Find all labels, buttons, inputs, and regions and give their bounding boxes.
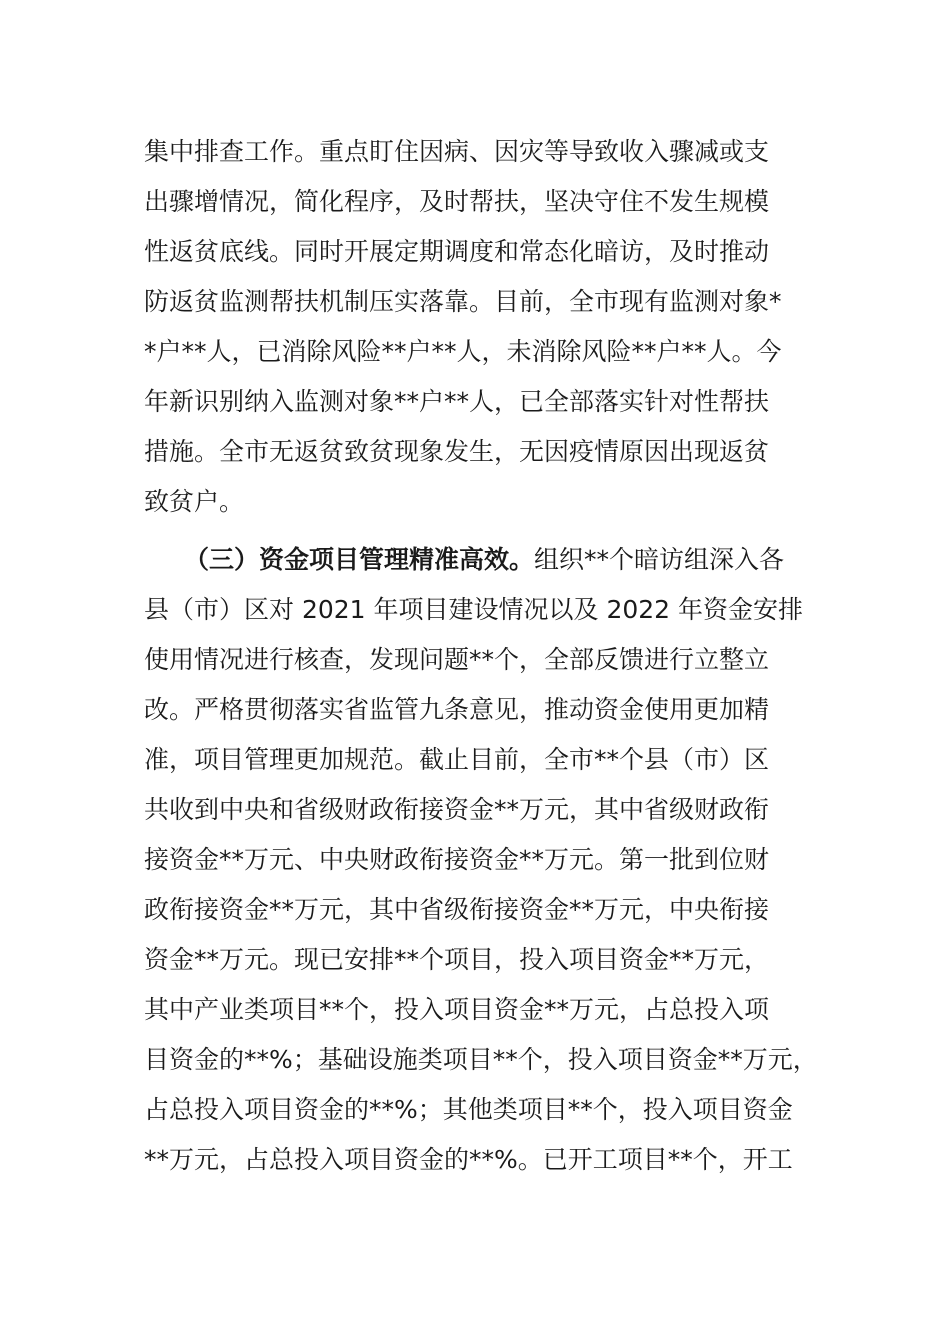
paragraph-2-line-2: 县（市）区对 2021 年项目建设情况以及 2022 年资金安排 (144, 595, 804, 624)
paragraph-2-line-10: 其中产业类项目**个，投入项目资金**万元，占总投入项 (144, 995, 770, 1024)
paragraph-2-line-4: 改。严格贯彻落实省监管九条意见，推动资金使用更加精 (144, 695, 770, 724)
paragraph-2-line-3: 使用情况进行核查，发现问题**个，全部反馈进行立整立 (144, 645, 770, 674)
paragraph-1-line-6: 年新识别纳入监测对象**户**人，已全部落实针对性帮扶 (144, 387, 770, 416)
paragraph-2-line-5: 准，项目管理更加规范。截止目前，全市**个县（市）区 (144, 745, 770, 774)
paragraph-1-line-2: 出骤增情况，简化程序，及时帮扶，坚决守住不发生规模 (144, 187, 770, 216)
paragraph-2-first-line-text: 组织**个暗访组深入各 (534, 545, 785, 574)
paragraph-1-line-7: 措施。全市无返贫致贫现象发生，无因疫情原因出现返贫 (144, 437, 770, 466)
paragraph-1-line-8: 致贫户。 (144, 487, 245, 516)
paragraph-2-line-11: 目资金的**%；基础设施类项目**个，投入项目资金**万元， (144, 1045, 818, 1074)
paragraph-2-line-6: 共收到中央和省级财政衔接资金**万元，其中省级财政衔 (144, 795, 770, 824)
paragraph-2-line-8: 政衔接资金**万元，其中省级衔接资金**万元，中央衔接 (144, 895, 770, 924)
paragraph-1-line-1: 集中排查工作。重点盯住因病、因灾等导致收入骤减或支 (144, 137, 770, 166)
section-heading: （三）资金项目管理精准高效。 (184, 545, 535, 574)
paragraph-2-line-9: 资金**万元。现已安排**个项目，投入项目资金**万元， (144, 945, 770, 974)
paragraph-2-line-13: **万元，占总投入项目资金的**%。已开工项目**个，开工 (144, 1145, 793, 1174)
paragraph-1-line-4: 防返贫监测帮扶机制压实落靠。目前，全市现有监测对象* (144, 287, 782, 316)
paragraph-2-line-7: 接资金**万元、中央财政衔接资金**万元。第一批到位财 (144, 845, 770, 874)
paragraph-2-first-line (184, 545, 784, 575)
paragraph-1-line-3: 性返贫底线。同时开展定期调度和常态化暗访，及时推动 (144, 237, 770, 266)
paragraph-1-line-5: *户**人，已消除风险**户**人，未消除风险**户**人。今 (144, 337, 782, 366)
paragraph-2-line-12: 占总投入项目资金的**%；其他类项目**个，投入项目资金 (144, 1095, 793, 1124)
